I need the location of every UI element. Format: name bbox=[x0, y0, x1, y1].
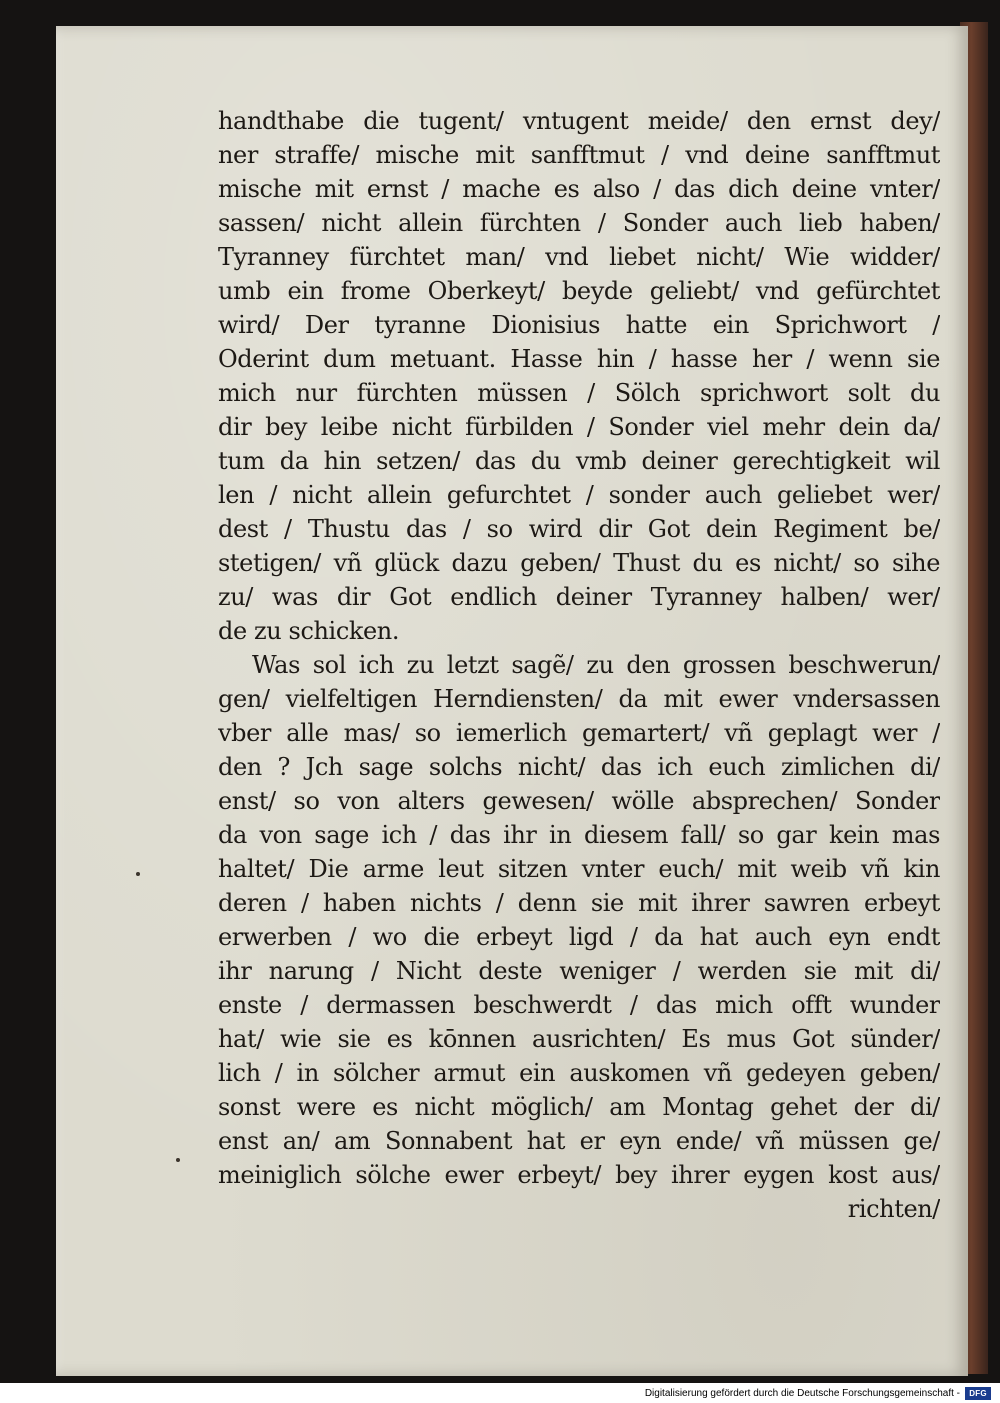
text-line: de zu schicken. bbox=[218, 617, 400, 645]
text-line: enst an/ am Sonnabent hat er eyn ende/ vñ müssen ge/ bbox=[218, 1127, 940, 1155]
text-line: deren / haben nichts / denn sie mit ihrer sawren erbeyt bbox=[218, 889, 940, 917]
text-line: vber alle mas/ so iemerlich gemartert/ vñ geplagt wer / bbox=[218, 719, 940, 747]
text-line: mich nur fürchten müssen / Sölch sprichwort solt du bbox=[218, 379, 940, 407]
text-line: ihr narung / Nicht deste weniger / werden sie mit di/ bbox=[218, 957, 940, 985]
text-line: dest / Thustu das / so wird dir Got dein Regiment be/ bbox=[218, 515, 940, 543]
text-line: haltet/ Die arme leut sitzen vnter euch/ mit weib vñ kin bbox=[218, 855, 940, 883]
paragraph-start-line: Was sol ich zu letzt sagẽ/ zu den grossen beschwerun/ bbox=[252, 651, 940, 679]
text-line: sassen/ nicht allein fürchten / Sonder auch lieb haben/ bbox=[218, 209, 940, 237]
text-line: zu/ was dir Got endlich deiner Tyranney halben/ wer/ bbox=[218, 583, 940, 611]
text-line: gen/ vielfeltigen Herndiensten/ da mit ewer vndersassen bbox=[218, 685, 940, 713]
text-line: stetigen/ vñ glück dazu geben/ Thust du es nicht/ so sihe bbox=[218, 549, 940, 577]
text-line: erwerben / wo die erbeyt ligd / da hat auch eyn endt bbox=[218, 923, 940, 951]
text-line: wird/ Der tyranne Dionisius hatte ein Sprichwort / bbox=[218, 311, 940, 339]
text-line: meiniglich sölche ewer erbeyt/ bey ihrer eygen kost aus/ bbox=[218, 1161, 940, 1189]
text-line: ner straffe/ mische mit sanfftmut / vnd deine sanfftmut bbox=[218, 141, 940, 169]
text-line: dir bey leibe nicht fürbilden / Sonder viel mehr dein da/ bbox=[218, 413, 940, 441]
text-line: hat/ wie sie es kōnnen ausrichten/ Es mus Got sünder/ bbox=[218, 1025, 940, 1053]
text-line: umb ein frome Oberkeyt/ beyde geliebt/ vnd gefürchtet bbox=[218, 277, 940, 305]
catchword-line: richten/ bbox=[847, 1195, 940, 1223]
text-line: sonst were es nicht möglich/ am Montag gehet der di/ bbox=[218, 1093, 940, 1121]
funding-credit: Digitalisierung gefördert durch die Deutsche Forschungsgemeinschaft - bbox=[644, 1388, 960, 1399]
text-line: enste / dermassen beschwerdt / das mich offt wunder bbox=[218, 991, 940, 1019]
text-line: mische mit ernst / mache es also / das dich deine vnter/ bbox=[218, 175, 940, 203]
text-line: Tyranney fürchtet man/ vnd liebet nicht/ Wie widder/ bbox=[218, 243, 940, 271]
text-line: lich / in sölcher armut ein auskomen vñ gedeyen geben/ bbox=[218, 1059, 940, 1087]
text-line: tum da hin setzen/ das du vmb deiner gerechtigkeit wil bbox=[218, 447, 940, 475]
text-line: da von sage ich / das ihr in diesem fall/ so gar kein mas bbox=[218, 821, 940, 849]
text-line: handthabe die tugent/ vntugent meide/ den ernst dey/ bbox=[218, 107, 940, 135]
page-text bbox=[218, 104, 940, 1226]
text-line: len / nicht allein gefurchtet / sonder auch geliebet wer/ bbox=[218, 481, 940, 509]
ink-speck bbox=[136, 872, 140, 876]
text-line: Oderint dum metuant. Hasse hin / hasse her / wenn sie bbox=[218, 345, 940, 373]
text-line: den ? Jch sage solchs nicht/ das ich euch zimlichen di/ bbox=[218, 753, 940, 781]
ink-speck bbox=[176, 1158, 180, 1162]
dfg-logo: DFG bbox=[965, 1387, 991, 1400]
text-line: enst/ so von alters gewesen/ wölle absprechen/ Sonder bbox=[218, 787, 940, 815]
